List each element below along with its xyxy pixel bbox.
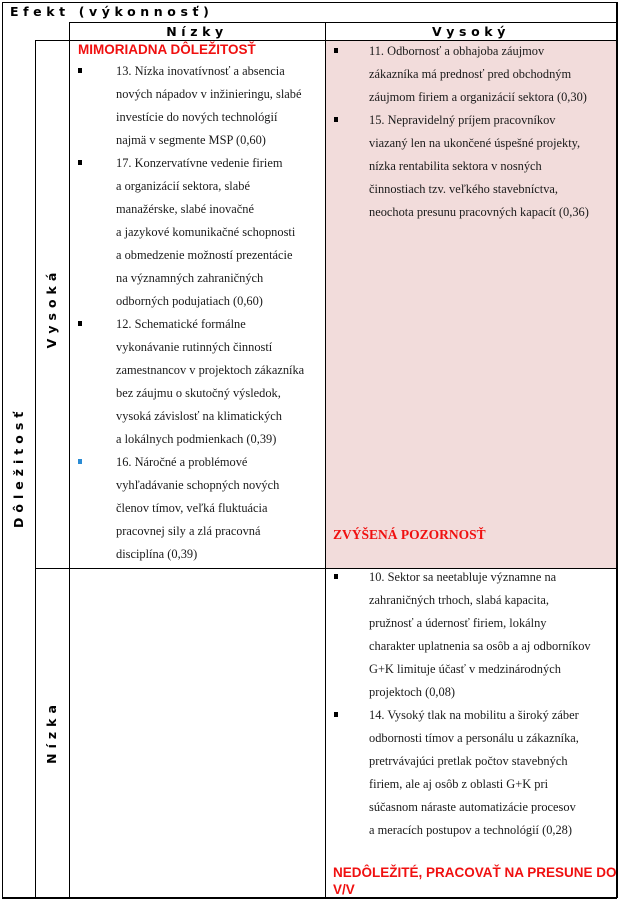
row-header-high: Vysoká: [44, 267, 59, 349]
row-header-low: Nízka: [44, 700, 59, 764]
bullet-icon: [334, 117, 338, 122]
list-item: [334, 566, 616, 704]
item-text-line: neochota presunu pracovných kapacít (0,36): [369, 205, 589, 219]
item-text-line: zahraničných trhoch, slabá kapacita,: [369, 593, 549, 607]
column-header-high: Vysoký: [432, 24, 510, 39]
item-text-line: bez záujmu o skutočný výsledok,: [116, 386, 281, 400]
item-text-line: vykonávanie rutinných činností: [116, 340, 273, 354]
table-border-left: [2, 2, 3, 898]
item-text-line: 12. Schematické formálne: [116, 317, 246, 331]
item-text-line: a jazykové komunikačné schopnosti: [116, 225, 296, 239]
item-list: [334, 40, 616, 224]
item-text-line: na významných zahraničných: [116, 271, 264, 285]
list-item: [334, 40, 616, 109]
item-text-line: charakter uplatnenia sa osôb a aj odborníkov: [369, 639, 591, 653]
item-text-line: a organizácií sektora, slabé: [116, 179, 250, 193]
quadrant-label-unimportant-line2: V/V: [333, 882, 355, 897]
quadrant-high-low: [78, 42, 324, 566]
item-text-line: súčasnom náraste automatizácie procesov: [369, 800, 576, 814]
item-text-line: vysoká závislosť na klimatických: [116, 409, 282, 423]
item-text-line: 14. Vysoký tlak na mobilitu a široký záber: [369, 708, 579, 722]
item-text-line: manažérske, slabé inovačné: [116, 202, 254, 216]
item-text-line: zamestnancov v projektoch zákazníka: [116, 363, 305, 377]
item-text-line: a meracích postupov a technológií (0,28): [369, 823, 573, 837]
bullet-icon: [334, 48, 338, 53]
item-text-line: pružnosť a údernosť firiem, lokálny: [369, 616, 547, 630]
item-text-line: odborných podujatiach (0,60): [116, 294, 263, 308]
item-list: [334, 566, 616, 842]
item-text-line: 10. Sektor sa neetabluje významne na: [369, 570, 557, 584]
item-text-line: nových nápadov v inžinieringu, slabé: [116, 87, 302, 101]
quadrant-low-low: [70, 569, 325, 897]
item-text-line: odbornosti tímov a personálu u zákazníka,: [369, 731, 579, 745]
column-header-low: Nízky: [166, 24, 228, 39]
list-item: [78, 313, 324, 451]
item-text-line: vyhľadávanie schopných nových: [116, 478, 280, 492]
list-item: [334, 704, 616, 842]
item-text-line: firiem, ale aj osôb z oblasti G+K pri: [369, 777, 549, 791]
item-text-line: nízka rentabilita sektora v nosných: [369, 159, 542, 173]
item-text-line: zákazníka má prednosť pred obchodným: [369, 67, 572, 81]
list-item: [334, 109, 616, 224]
item-text-line: projektoch (0,08): [369, 685, 456, 699]
quadrant-label-extreme-importance: MIMORIADNA DÔLEŽITOSŤ: [78, 42, 256, 57]
table-border-top: [2, 2, 617, 3]
item-list: [78, 60, 324, 566]
bullet-icon: [78, 459, 82, 464]
bullet-icon: [334, 712, 338, 717]
item-text-line: 16. Náročné a problémové: [116, 455, 248, 469]
item-text-line: 17. Konzervatívne vedenie firiem: [116, 156, 283, 170]
item-text-line: G+K limituje účasť v medzinárodných: [369, 662, 561, 676]
effect-header-divider: [69, 22, 617, 23]
item-text-line: disciplína (0,39): [116, 547, 198, 561]
item-text-line: záujmom firiem a organizácií sektora (0,30): [369, 90, 587, 104]
list-item: [78, 60, 324, 152]
bullet-icon: [78, 321, 82, 326]
list-item: [78, 451, 324, 566]
item-text-line: 11. Odbornosť a obhajoba záujmov: [369, 44, 545, 58]
item-text-line: činnostiach tzv. veľkého stavebníctva,: [369, 182, 558, 196]
quadrant-low-high: [334, 566, 616, 842]
quadrant-high-high: [334, 40, 616, 224]
bullet-icon: [334, 574, 338, 579]
item-text-line: pretrvávajúci pretlak počtov stavebných: [369, 754, 568, 768]
item-text-line: pracovnej sily a zlá pracovná: [116, 524, 261, 538]
item-text-line: 15. Nepravidelný príjem pracovníkov: [369, 113, 556, 127]
item-text-line: a lokálnych podmienkach (0,39): [116, 432, 277, 446]
importance-header: Dôležitosť: [11, 406, 26, 528]
item-text-line: investície do nových technológií: [116, 110, 278, 124]
quadrant-label-unimportant-line1: NEDÔLEŽITÉ, PRACOVAŤ NA PRESUNE DO: [333, 865, 617, 880]
col-divider-3: [325, 22, 326, 898]
quadrant-label-increased-attention: ZVÝŠENÁ POZORNOSŤ: [333, 527, 486, 542]
list-item: [78, 152, 324, 313]
bullet-icon: [78, 68, 82, 73]
table-border-right: [616, 2, 618, 898]
effect-header: Efekt (výkonnosť): [10, 4, 214, 19]
bullet-icon: [78, 160, 82, 165]
item-text-line: viazaný len na ukončené úspešné projekty,: [369, 136, 581, 150]
item-text-line: 13. Nízka inovatívnosť a absencia: [116, 64, 285, 78]
quadrant-label-unimportant: [333, 864, 617, 898]
item-text-line: a obmedzenie možností prezentácie: [116, 248, 293, 262]
item-text-line: najmä v segmente MSP (0,60): [116, 133, 266, 147]
col-divider-1: [35, 40, 36, 898]
item-text-line: členov tímov, veľká fluktuácia: [116, 501, 268, 515]
